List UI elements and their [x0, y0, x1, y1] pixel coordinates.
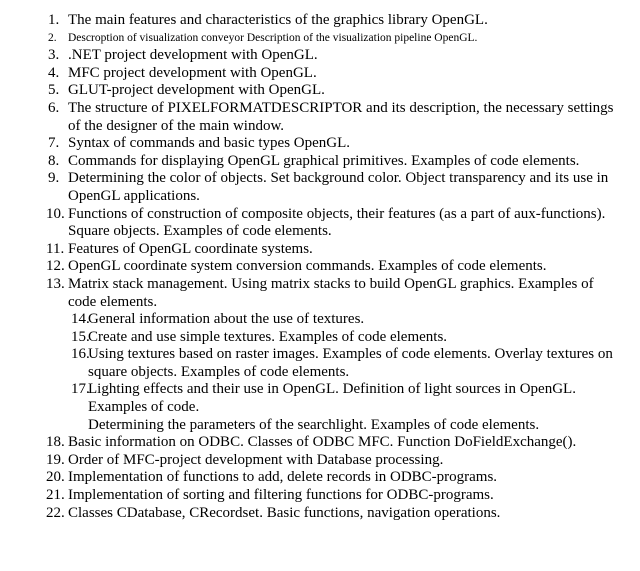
list-item — [0, 452, 640, 470]
item-text: Using textures based on raster images. Examples of code elements. Overlay textures on square objects. Examples of code elements. — [88, 346, 613, 380]
item-number: 15. — [71, 328, 90, 345]
item-number: 8. — [48, 152, 60, 169]
item-text: Classes CDatabase, CRecordset. Basic functions, navigation operations. — [68, 504, 501, 521]
list-item — [0, 206, 640, 241]
item-number: 5. — [48, 82, 60, 99]
item-text: Syntax of commands and basic types OpenGL. — [68, 135, 351, 152]
list-item — [0, 487, 640, 505]
item-text: The structure of PIXELFORMATDESCRIPTOR and its description, the necessary settings of the designer of the main window. — [68, 99, 614, 134]
list-item — [0, 47, 640, 65]
item-number: 14. — [71, 311, 90, 328]
item-text: Basic information on ODBC. Classes of ODBC MFC. Function DoFieldExchange(). — [68, 434, 577, 451]
item-text: Determining the parameters of the searchlight. Examples of code elements. — [88, 416, 540, 433]
list-item — [0, 241, 640, 259]
item-text: .NET project development with OpenGL. — [68, 47, 318, 64]
item-number: 12. — [46, 258, 65, 275]
item-number: 7. — [48, 135, 60, 152]
item-number: 19. — [46, 451, 65, 468]
item-text: Features of OpenGL coordinate systems. — [68, 240, 313, 257]
item-text: OpenGL coordinate system conversion commands. Examples of code elements. — [68, 258, 547, 275]
item-text: The main features and characteristics of the graphics library OpenGL. — [68, 12, 488, 28]
list-item — [0, 311, 640, 329]
list-item — [0, 258, 640, 276]
item-text: MFC project development with OpenGL. — [68, 64, 317, 81]
item-number: 10. — [46, 205, 65, 222]
list-item — [0, 381, 640, 416]
item-text: Determining the color of objects. Set background color. Object transparency and its use in OpenGL applications. — [68, 170, 609, 204]
list-item — [0, 329, 640, 347]
item-number: 16. — [71, 346, 90, 363]
item-number: 9. — [48, 170, 60, 187]
list-item — [0, 82, 640, 100]
list-item — [0, 153, 640, 171]
item-text: Matrix stack management. Using matrix stacks to build OpenGL graphics. Examples of code elements. — [68, 275, 594, 310]
item-text: Descroption of visualization conveyor Description of the visualization pipeline OpenGL. — [68, 31, 478, 44]
list-item — [0, 417, 640, 435]
item-number: 21. — [46, 487, 65, 504]
item-text: GLUT-project development with OpenGL. — [68, 82, 325, 99]
item-number: 3. — [48, 47, 60, 64]
list-item — [0, 100, 640, 135]
item-text: Order of MFC-project development with Database processing. — [68, 451, 444, 468]
item-number: 22. — [46, 504, 65, 521]
list-item — [0, 434, 640, 452]
item-text: Lighting effects and their use in OpenGL. Definition of light sources in OpenGL. Examples of code. — [88, 381, 576, 416]
item-number: 11. — [46, 240, 65, 257]
item-number: 6. — [48, 99, 60, 116]
item-number: 13. — [46, 275, 65, 292]
list-item — [0, 505, 640, 523]
item-number: 2. — [48, 31, 57, 44]
list-item — [0, 170, 640, 205]
item-text: General information about the use of textures. — [88, 311, 365, 328]
list-item — [0, 12, 640, 30]
list-item — [0, 30, 640, 48]
item-number: 17. — [71, 381, 90, 398]
item-text: Implementation of functions to add, delete records in ODBC-programs. — [68, 469, 498, 486]
list-item — [0, 276, 640, 311]
list-item — [0, 65, 640, 83]
list-item — [0, 346, 640, 381]
item-number: 18. — [46, 434, 65, 451]
item-text: Implementation of sorting and filtering functions for ODBC-programs. — [68, 487, 494, 504]
item-number: 20. — [46, 469, 65, 486]
list-item — [0, 469, 640, 487]
item-text: Create and use simple textures. Examples of code elements. — [88, 328, 448, 345]
item-number: 4. — [48, 64, 60, 81]
item-number: 1. — [48, 12, 60, 28]
item-text: Functions of construction of composite objects, their features (as a part of aux-functions). Square objects. Examples of code elements. — [68, 205, 606, 240]
item-text: Commands for displaying OpenGL graphical primitives. Examples of code elements. — [68, 152, 580, 169]
list-item — [0, 135, 640, 153]
